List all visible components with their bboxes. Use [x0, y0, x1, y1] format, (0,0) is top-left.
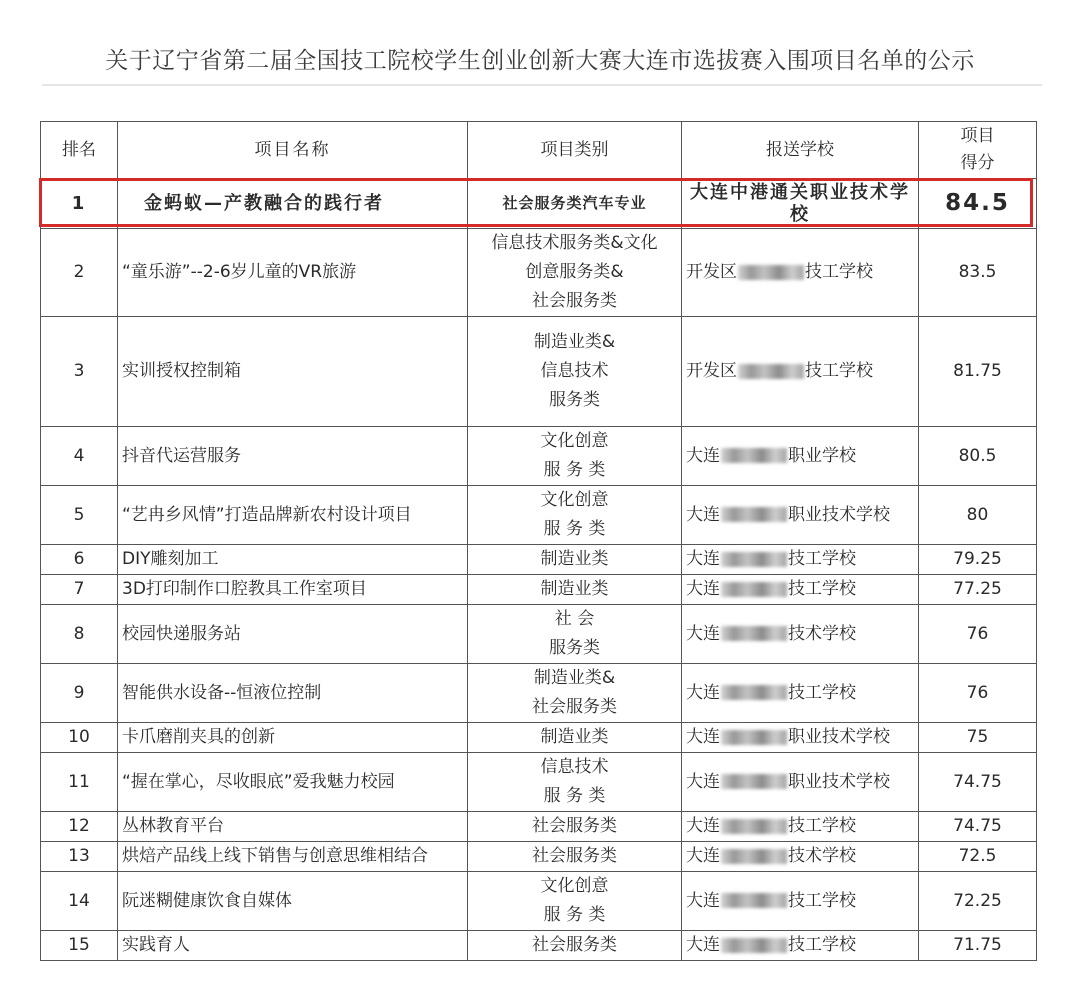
school-cell — [682, 605, 919, 664]
score-cell: 71.75 — [919, 931, 1037, 961]
category-cell — [468, 753, 682, 812]
category-cell — [468, 545, 682, 575]
redacted-name-blur — [721, 582, 787, 597]
score-cell: 72.25 — [919, 872, 1037, 931]
score-cell: 74.75 — [919, 812, 1037, 842]
score-cell: 81.75 — [919, 317, 1037, 427]
category-line: 社会服务类 — [532, 846, 617, 866]
school-name-prefix: 大连 — [686, 816, 720, 836]
category-cell — [468, 317, 682, 427]
score-cell: 76 — [919, 664, 1037, 723]
table-row — [41, 931, 1037, 961]
project-name-cell: 金蚂蚁—产教融合的践行者 — [118, 179, 468, 229]
school-name-suffix: 技工学校 — [805, 361, 873, 381]
school-name-prefix: 大连 — [686, 549, 720, 569]
redacted-name-blur — [721, 552, 787, 567]
page-title: 关于辽宁省第二届全国技工院校学生创业创新大赛大连市选拔赛入围项目名单的公示 — [105, 48, 975, 74]
score-cell: 83.5 — [919, 229, 1037, 317]
header-rank: 排名 — [41, 122, 118, 179]
table-row — [41, 753, 1037, 812]
category-cell — [468, 723, 682, 753]
rank-cell: 4 — [41, 427, 118, 486]
school-cell — [682, 179, 919, 229]
category-line: 社会服务类 — [532, 697, 617, 717]
redacted-name-blur — [738, 265, 804, 280]
project-name-cell: DIY雕刻加工 — [118, 545, 468, 575]
school-cell — [682, 753, 919, 812]
school-name-suffix: 职业技术学校 — [788, 727, 890, 747]
school-name-prefix: 大连 — [686, 846, 720, 866]
school-cell — [682, 812, 919, 842]
category-line: 社会服务类 — [532, 291, 617, 311]
school-name-suffix: 职业技术学校 — [788, 504, 890, 525]
school-name-prefix: 大连中港通关职业技术学校 — [690, 181, 910, 225]
school-cell — [682, 317, 919, 427]
school-name-prefix: 大连 — [686, 890, 720, 911]
rank-cell: 8 — [41, 605, 118, 664]
score-cell: 77.25 — [919, 575, 1037, 605]
school-name-suffix: 技术学校 — [788, 846, 856, 866]
rank-cell: 2 — [41, 229, 118, 317]
header-category: 项目类别 — [468, 122, 682, 179]
school-cell — [682, 575, 919, 605]
category-line: 社会服务类汽车专业 — [502, 194, 647, 212]
score-cell: 72.5 — [919, 842, 1037, 872]
project-name-cell: 智能供水设备--恒液位控制 — [118, 664, 468, 723]
school-name-suffix: 技工学校 — [788, 890, 856, 911]
category-cell — [468, 812, 682, 842]
category-line: 制造业类& — [533, 668, 616, 688]
school-name-prefix: 大连 — [686, 623, 720, 644]
project-name-cell: 校园快递服务站 — [118, 605, 468, 664]
table-row — [41, 317, 1037, 427]
table-row — [41, 664, 1037, 723]
redacted-name-blur — [721, 730, 787, 745]
school-cell — [682, 842, 919, 872]
header-score — [919, 122, 1037, 179]
rank-cell: 9 — [41, 664, 118, 723]
category-line: 信息技术 — [540, 757, 609, 777]
school-name-prefix: 大连 — [686, 682, 720, 703]
category-line: 社会服务类 — [532, 816, 617, 836]
school-cell — [682, 486, 919, 545]
category-line: 社 会 — [554, 609, 595, 629]
category-line: 制造业类 — [540, 549, 609, 569]
project-name-cell: 烘焙产品线上线下销售与创意思维相结合 — [118, 842, 468, 872]
school-name-suffix: 技工学校 — [788, 682, 856, 703]
category-line: 文化创意 — [540, 490, 609, 510]
table-row — [41, 486, 1037, 545]
table-row — [41, 575, 1037, 605]
rank-cell: 10 — [41, 723, 118, 753]
table-body — [41, 179, 1037, 961]
school-name-prefix: 大连 — [686, 445, 720, 466]
category-line: 服务类 — [549, 390, 600, 410]
school-cell — [682, 664, 919, 723]
table-row — [41, 723, 1037, 753]
table-row — [41, 545, 1037, 575]
rank-cell: 11 — [41, 753, 118, 812]
score-cell: 84.5 — [919, 179, 1037, 229]
category-line: 服 务 类 — [543, 460, 606, 480]
school-cell — [682, 545, 919, 575]
school-name-suffix: 技工学校 — [788, 816, 856, 836]
redacted-name-blur — [721, 507, 787, 522]
category-cell — [468, 872, 682, 931]
redacted-name-blur — [721, 626, 787, 641]
category-cell — [468, 931, 682, 961]
school-name-suffix: 技工学校 — [788, 579, 856, 599]
score-cell: 79.25 — [919, 545, 1037, 575]
table-row — [41, 179, 1037, 229]
rank-cell: 13 — [41, 842, 118, 872]
redacted-name-blur — [721, 774, 787, 789]
category-line: 信息技术 — [540, 361, 609, 381]
project-name-cell: “握在掌心，尽收眼底”爱我魅力校园 — [118, 753, 468, 812]
category-line: 文化创意 — [540, 431, 609, 451]
school-name-suffix: 职业技术学校 — [788, 771, 890, 792]
category-cell — [468, 486, 682, 545]
table-header-row — [41, 122, 1037, 179]
title-divider — [42, 84, 1042, 86]
school-name-suffix: 职业学校 — [788, 445, 856, 466]
redacted-name-blur — [721, 849, 787, 864]
school-cell — [682, 723, 919, 753]
rank-cell: 7 — [41, 575, 118, 605]
rank-cell: 14 — [41, 872, 118, 931]
table-row — [41, 427, 1037, 486]
school-cell — [682, 872, 919, 931]
project-name-cell: 阮迷糊健康饮食自媒体 — [118, 872, 468, 931]
project-name-cell: 3D打印制作口腔教具工作室项目 — [118, 575, 468, 605]
category-cell — [468, 664, 682, 723]
category-line: 制造业类 — [540, 579, 609, 599]
school-name-prefix: 大连 — [686, 935, 720, 955]
rank-cell: 3 — [41, 317, 118, 427]
redacted-name-blur — [721, 893, 787, 908]
category-cell — [468, 575, 682, 605]
score-cell: 75 — [919, 723, 1037, 753]
school-name-prefix: 大连 — [686, 504, 720, 525]
table-row — [41, 605, 1037, 664]
project-name-cell: “艺冉乡风情”打造品牌新农村设计项目 — [118, 486, 468, 545]
category-cell — [468, 229, 682, 317]
category-line: 服 务 类 — [543, 519, 606, 539]
project-name-cell: 抖音代运营服务 — [118, 427, 468, 486]
category-line: 文化创意 — [540, 876, 609, 896]
project-name-cell: “童乐游”--2-6岁儿童的VR旅游 — [118, 229, 468, 317]
shortlist-table — [40, 121, 1037, 961]
score-cell: 80 — [919, 486, 1037, 545]
category-line: 制造业类& — [533, 332, 616, 352]
school-name-prefix: 大连 — [686, 579, 720, 599]
table-row — [41, 872, 1037, 931]
redacted-name-blur — [721, 819, 787, 834]
category-line: 社会服务类 — [532, 935, 617, 955]
category-cell — [468, 842, 682, 872]
school-name-prefix: 开发区 — [686, 361, 737, 381]
score-cell: 80.5 — [919, 427, 1037, 486]
school-cell — [682, 229, 919, 317]
category-line: 信息技术服务类&文化 — [491, 233, 658, 253]
category-cell — [468, 605, 682, 664]
category-line: 服 务 类 — [543, 905, 606, 925]
redacted-name-blur — [738, 364, 804, 379]
school-name-suffix: 技工学校 — [788, 935, 856, 955]
category-line: 服 务 类 — [543, 786, 606, 806]
header-project-name: 项目名称 — [118, 122, 468, 179]
project-name-cell: 丛林教育平台 — [118, 812, 468, 842]
category-cell — [468, 427, 682, 486]
rank-cell: 6 — [41, 545, 118, 575]
header-score-line: 项目 — [960, 126, 995, 146]
score-cell: 76 — [919, 605, 1037, 664]
school-cell — [682, 931, 919, 961]
rank-cell: 1 — [41, 179, 118, 229]
school-name-suffix: 技术学校 — [788, 623, 856, 644]
table-row — [41, 229, 1037, 317]
category-line: 制造业类 — [540, 727, 609, 747]
table-row — [41, 842, 1037, 872]
table-row — [41, 812, 1037, 842]
project-name-cell: 实训授权控制箱 — [118, 317, 468, 427]
rank-cell: 15 — [41, 931, 118, 961]
school-name-prefix: 开发区 — [686, 262, 737, 282]
category-cell — [468, 179, 682, 229]
school-cell — [682, 427, 919, 486]
category-line: 创意服务类& — [525, 262, 624, 282]
school-name-suffix: 技工学校 — [788, 549, 856, 569]
project-name-cell: 卡爪磨削夹具的创新 — [118, 723, 468, 753]
redacted-name-blur — [721, 685, 787, 700]
school-name-prefix: 大连 — [686, 771, 720, 792]
header-school: 报送学校 — [682, 122, 919, 179]
redacted-name-blur — [721, 448, 787, 463]
score-cell: 74.75 — [919, 753, 1037, 812]
header-score-line: 得分 — [960, 153, 995, 173]
school-name-prefix: 大连 — [686, 727, 720, 747]
rank-cell: 12 — [41, 812, 118, 842]
school-name-suffix: 技工学校 — [805, 262, 873, 282]
rank-cell: 5 — [41, 486, 118, 545]
redacted-name-blur — [721, 938, 787, 953]
category-line: 服务类 — [549, 638, 600, 658]
project-name-cell: 实践育人 — [118, 931, 468, 961]
